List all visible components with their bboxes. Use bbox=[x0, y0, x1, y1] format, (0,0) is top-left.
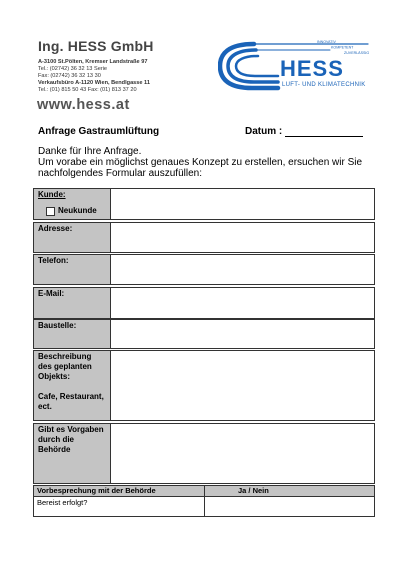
fax-line: Fax: (02742) 36 32 13 30 bbox=[38, 73, 101, 79]
site-field bbox=[33, 319, 375, 349]
yes-no-column-header: Ja / Nein bbox=[238, 486, 269, 495]
date-label: Datum : bbox=[245, 126, 283, 137]
intro-text: Danke für Ihre Anfrage. Um vorabe ein möglichst genaues Konzept zu erstellen, ersuchen wir Sie nachfolgendes Formular auszufüllen: bbox=[38, 146, 363, 179]
email-label: E-Mail: bbox=[34, 288, 111, 318]
authority-meeting-table bbox=[33, 485, 375, 517]
customer-label-text: Kunde: bbox=[38, 190, 66, 199]
address-field bbox=[33, 222, 375, 253]
phone-field bbox=[33, 254, 375, 285]
customer-field bbox=[33, 188, 375, 220]
logo-wordmark: HESS bbox=[280, 56, 344, 81]
customer-input[interactable] bbox=[112, 189, 374, 219]
phone-line: Tel.: (02742) 36 32 13 Serie bbox=[38, 66, 108, 72]
already-done-label: Bereist erfolgt? bbox=[37, 498, 88, 507]
description-input[interactable] bbox=[112, 351, 374, 420]
new-customer-checkbox[interactable] bbox=[46, 207, 55, 216]
office-line: Verkaufsbüro A-1120 Wien, Bendlgasse 11 bbox=[38, 80, 150, 86]
description-field bbox=[33, 350, 375, 421]
new-customer-label: Neukunde bbox=[58, 206, 97, 215]
meeting-column-header: Vorbesprechung mit der Behörde bbox=[37, 486, 156, 495]
website-link[interactable]: www.hess.at bbox=[37, 97, 130, 113]
phone-input[interactable] bbox=[112, 255, 374, 284]
address-input[interactable] bbox=[112, 223, 374, 252]
email-input[interactable] bbox=[112, 288, 374, 318]
authority-input[interactable] bbox=[112, 424, 374, 483]
yes-no-input[interactable] bbox=[205, 497, 374, 516]
office-contact-line: Tel.: (01) 815 50 43 Fax: (01) 813 37 20 bbox=[38, 87, 137, 93]
authority-label: Gibt es Vorgaben durch die Behörde bbox=[34, 424, 111, 483]
tagline-2: KOMPETENT bbox=[331, 45, 354, 50]
hess-logo bbox=[218, 38, 378, 94]
phone-label: Telefon: bbox=[34, 255, 111, 284]
form-title: Anfrage Gastraumlüftung bbox=[38, 126, 160, 137]
authority-field bbox=[33, 423, 375, 484]
customer-label bbox=[34, 189, 111, 219]
logo-subtitle: LUFT- UND KLIMATECHNIK bbox=[282, 82, 366, 88]
site-input[interactable] bbox=[112, 320, 374, 348]
tagline-1: INNOVATIV bbox=[317, 40, 336, 44]
description-label: Beschreibung des geplanten Objekts: Cafe, Restaurant, ect. bbox=[34, 351, 111, 420]
site-label: Baustelle: bbox=[34, 320, 111, 348]
company-name: Ing. HESS GmbH bbox=[38, 38, 154, 54]
address-line: A-3100 St.Pölten, Kremser Landstraße 97 bbox=[38, 59, 148, 65]
date-input-line[interactable] bbox=[285, 136, 363, 137]
email-field bbox=[33, 287, 375, 319]
address-label: Adresse: bbox=[34, 223, 111, 252]
hess-logo-graphic bbox=[218, 38, 378, 94]
tagline-3: ZUVERLÄSSIG bbox=[344, 51, 370, 55]
